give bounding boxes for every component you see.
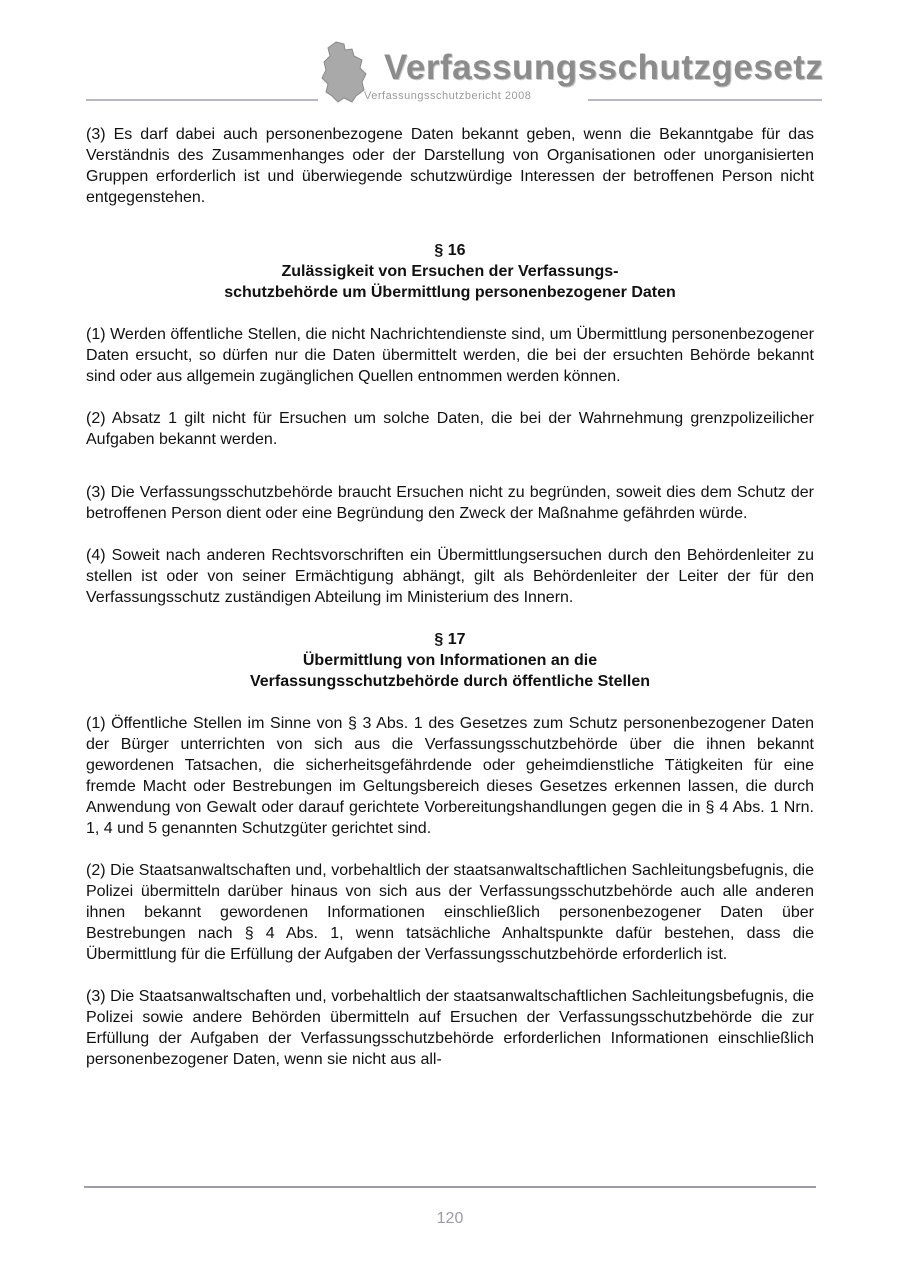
state-map-logo-icon — [318, 40, 370, 104]
section-16-heading — [86, 240, 814, 303]
footer-rule — [84, 1186, 816, 1188]
section-16-paragraph-3: (3) Die Verfassungsschutzbehörde braucht Ersuchen nicht zu begründen, soweit dies dem Schutz der betroffenen Person dient oder eine Begründung den Zweck der Maßnahme gefährden würde. — [86, 484, 814, 522]
intro-paragraph: (3) Es darf dabei auch personenbezogene Daten bekannt geben, wenn die Bekanntgabe für das Verständnis des Zusammenhanges oder der Darstellung von Organisationen oder unorganisierten Gruppen erforderlich ist und überwiegende schutzwürdige Interessen der betroffenen Person nicht entgegenstehen. — [86, 126, 814, 206]
header-title: Verfassungsschutzgesetz — [384, 48, 824, 87]
section-16-paragraph-2: (2) Absatz 1 gilt nicht für Ersuchen um solche Daten, die bei der Wahrnehmung grenzpolizeilicher Aufgaben bekannt werden. — [86, 410, 814, 448]
document-body — [86, 124, 814, 1091]
section-16-title-line1: Zulässigkeit von Ersuchen der Verfassungs- — [281, 263, 619, 280]
section-16-title-line2: schutzbehörde um Übermittlung personenbezogener Daten — [224, 284, 676, 301]
section-17-title-line2: Verfassungsschutzbehörde durch öffentliche Stellen — [249, 673, 651, 690]
section-17-paragraph-2: (2) Die Staatsanwaltschaften und, vorbehaltlich der staatsanwaltschaftlichen Sachleitungsbefugnis, die Polizei übermitteln darüber hinaus von sich aus der Verfassungsschutzbehörde auch alle anderen ihnen bekannt gewordenen Informationen einschließlich personenbezogener Daten über Bestrebungen nach § 4 Abs. 1, wenn tatsächliche Anhaltspunkte dafür bestehen, dass die Übermittlung für die Erfüllung der Aufgaben der Verfassungsschutzbehörde erforderlich ist. — [86, 862, 814, 963]
section-17-paragraph-3: (3) Die Staatsanwaltschaften und, vorbehaltlich der staatsanwaltschaftlichen Sachleitungsbefugnis, die Polizei sowie andere Behörden übermitteln auf Ersuchen der Verfassungsschutzbehörde die zur Erfüllung der Aufgaben der Verfassungsschutzbehörde erforderlichen Informationen einschließlich personenbezogener Daten, wenn sie nicht aus all- — [86, 988, 814, 1068]
header-subtitle: Verfassungsschutzbericht 2008 — [364, 90, 532, 102]
section-16-paragraph-1: (1) Werden öffentliche Stellen, die nicht Nachrichtendienste sind, um Übermittlung personenbezogener Daten ersucht, so dürfen nur die Daten übermittelt werden, die bei der ersuchten Behörde bekannt sind oder aus allgemein zugänglichen Quellen entnommen werden können. — [86, 326, 814, 385]
header-rule-right — [588, 99, 822, 101]
section-16-paragraph-4: (4) Soweit nach anderen Rechtsvorschriften ein Übermittlungsersuchen durch den Behördenleiter zu stellen ist oder von seiner Ermächtigung abhängt, gilt als Behördenleiter der Leiter der für den Verfassungsschutz zuständigen Abteilung im Ministerium des Innern. — [86, 547, 814, 606]
page-number: 120 — [436, 1210, 464, 1227]
section-17-heading — [86, 629, 814, 692]
section-17-number: § 17 — [434, 631, 466, 648]
section-17-paragraph-1: (1) Öffentliche Stellen im Sinne von § 3 Abs. 1 des Gesetzes zum Schutz personenbezogener Daten der Bürger unterrichten von sich aus die Verfassungsschutzbehörde über die ihnen bekannt gewordenen Tatsachen, die sicherheitsgefährdende oder geheimdienstliche Tätigkeiten für eine fremde Macht oder Bestrebungen im Geltungsbereich dieses Gesetzes erkennen lassen, die durch Anwendung von Gewalt oder darauf gerichtete Vorbereitungshandlungen gegen die in § 4 Abs. 1 Nrn. 1, 4 und 5 genannten Schutzgüter gerichtet sind. — [86, 715, 814, 837]
section-17-title-line1: Übermittlung von Informationen an die — [302, 652, 598, 669]
section-16-number: § 16 — [434, 242, 466, 259]
page-header — [0, 0, 900, 110]
header-rule-left — [86, 99, 318, 101]
